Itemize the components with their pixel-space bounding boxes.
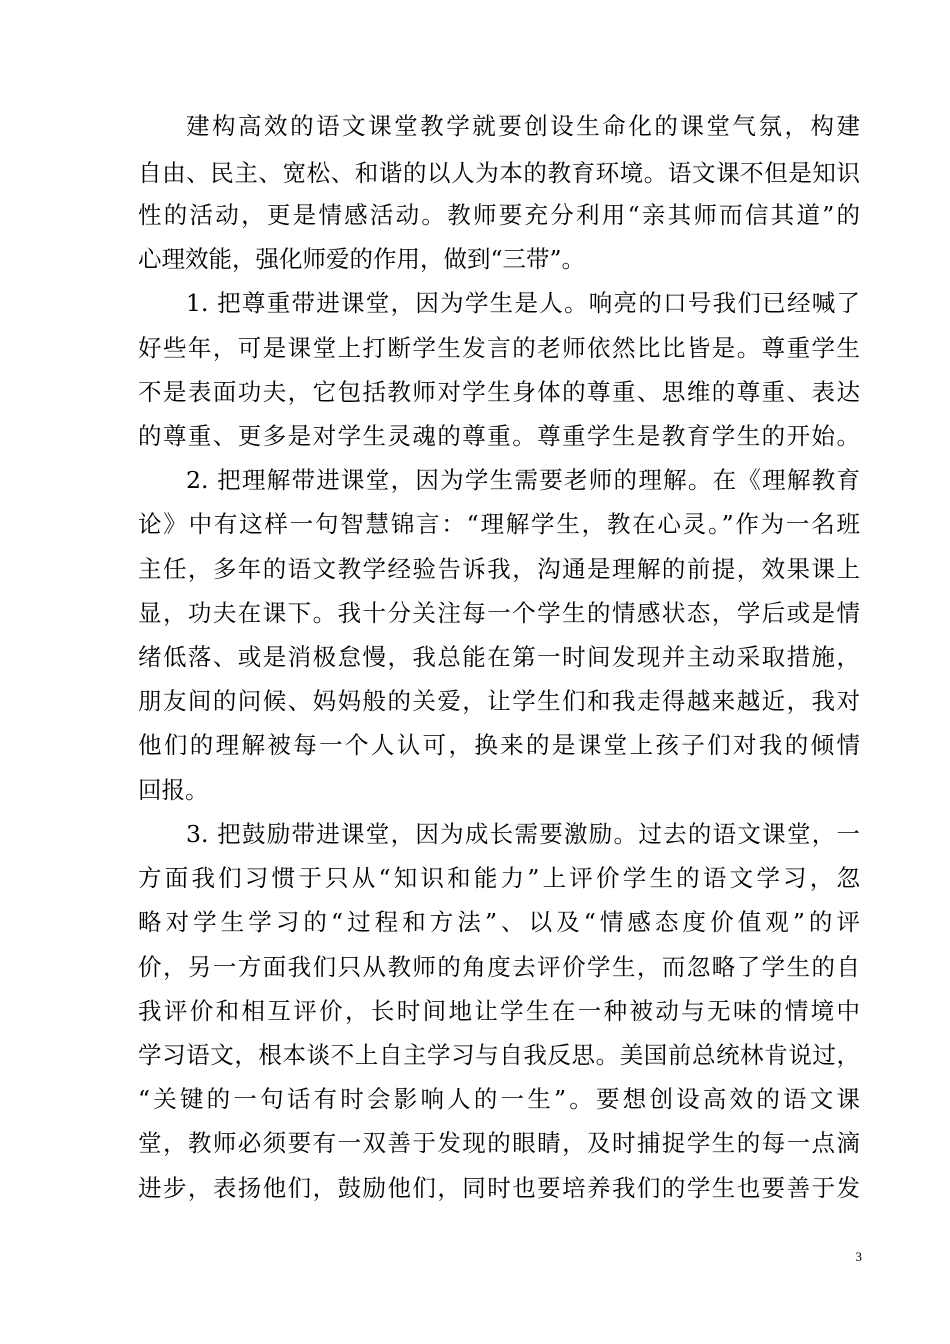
paragraph-line: 不是表面功夫，它包括教师对学生身体的尊重、思维的尊重、表达 xyxy=(138,378,860,406)
paragraph-line: 方面我们习惯于只从“知识和能力”上评价学生的语文学习，忽 xyxy=(138,864,860,892)
paragraph-line: 他们的理解被每一个人认可，换来的是课堂上孩子们对我的倾情 xyxy=(138,731,860,759)
paragraph-line: 绪低落、或是消极怠慢，我总能在第一时间发现并主动采取措施， xyxy=(138,643,860,671)
paragraph-line: 的尊重、更多是对学生灵魂的尊重。尊重学生是教育学生的开始。 xyxy=(138,422,860,450)
paragraph-line: 自由、民主、宽松、和谐的以人为本的教育环境。语文课不但是知识 xyxy=(138,159,860,187)
paragraph-line: 论》中有这样一句智慧锦言：“理解学生，教在心灵。”作为一名班 xyxy=(138,510,860,538)
paragraph-line: 进步，表扬他们，鼓励他们，同时也要培养我们的学生也要善于发 xyxy=(138,1174,860,1202)
paragraph-line: 建构高效的语文课堂教学就要创设生命化的课堂气氛，构建 xyxy=(186,112,860,140)
paragraph-line: 价，另一方面我们只从教师的角度去评价学生，而忽略了学生的自 xyxy=(138,953,860,981)
paragraph-line: 堂，教师必须要有一双善于发现的眼睛，及时捕捉学生的每一点滴 xyxy=(138,1129,860,1157)
paragraph-line: 2. 把理解带进课堂，因为学生需要老师的理解。在《理解教育 xyxy=(186,466,860,494)
paragraph-line: 3. 把鼓励带进课堂，因为成长需要激励。过去的语文课堂，一 xyxy=(186,820,860,848)
paragraph-line: 1. 把尊重带进课堂，因为学生是人。响亮的口号我们已经喊了 xyxy=(186,289,860,317)
page-number: 3 xyxy=(855,1249,862,1264)
paragraph-line: 回报。 xyxy=(138,776,209,804)
paragraph-line: 朋友间的问候、妈妈般的关爱，让学生们和我走得越来越近，我对 xyxy=(138,687,860,715)
paragraph-line: 好些年，可是课堂上打断学生发言的老师依然比比皆是。尊重学生 xyxy=(138,334,860,362)
paragraph-line: 心理效能，强化师爱的作用，做到“三带”。 xyxy=(138,245,586,273)
paragraph-line: 学习语文，根本谈不上自主学习与自我反思。美国前总统林肯说过， xyxy=(138,1041,860,1069)
paragraph-line: “关键的一句话有时会影响人的一生”。要想创设高效的语文课 xyxy=(138,1085,860,1113)
paragraph-line: 我评价和相互评价，长时间地让学生在一种被动与无味的情境中 xyxy=(138,997,860,1025)
paragraph-line: 略对学生学习的“过程和方法”、以及“情感态度价值观”的评 xyxy=(138,908,860,936)
paragraph-line: 主任，多年的语文教学经验告诉我，沟通是理解的前提，效果课上 xyxy=(138,555,860,583)
paragraph-line: 性的活动，更是情感活动。教师要充分利用“亲其师而信其道”的 xyxy=(138,201,860,229)
paragraph-line: 显，功夫在课下。我十分关注每一个学生的情感状态，学后或是情 xyxy=(138,599,860,627)
